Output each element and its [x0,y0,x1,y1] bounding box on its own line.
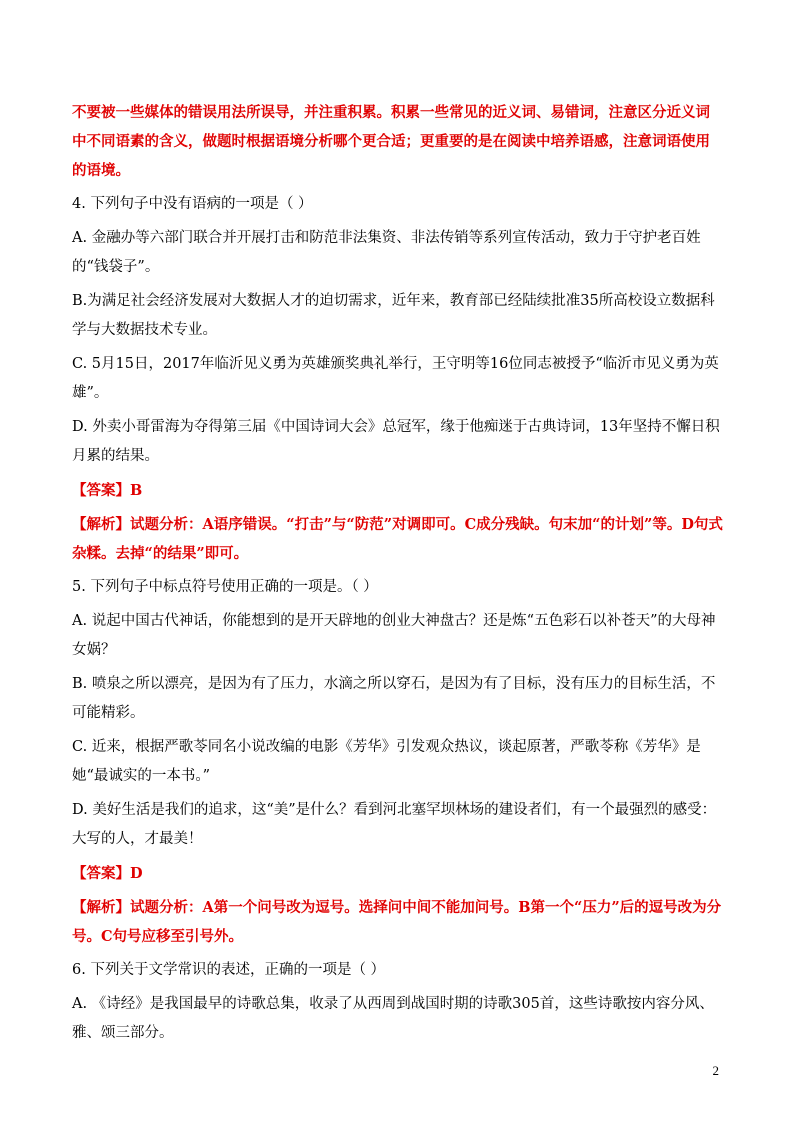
question-4-analysis [72,510,724,568]
analysis-label: 【解析】 [72,516,130,533]
document-page [72,98,724,1053]
question-4-answer [72,476,724,505]
question-4-option-d: D. 外卖小哥雷海为夺得第三届《中国诗词大会》总冠军，缘于他痴迷于古典诗词，13年坚持不懈日积月累的结果。 [72,419,720,464]
page-number: 2 [712,1063,719,1078]
question-4-option-a: A. 金融办等六部门联合并开展打击和防范非法集资、非法传销等系列宣传活动，致力于守护老百姓的“钱袋子”。 [72,230,701,275]
question-4-option-b: B.为满足社会经济发展对大数据人才的迫切需求，近年来，教育部已经陆续批准35所高校设立数据科学与大数据技术专业。 [72,293,715,338]
analysis-label: 【解析】 [72,899,130,916]
question-4-option-c: C. 5月15日，2017年临沂见义勇为英雄颁奖典礼举行，王守明等16位同志被授予“临沂市见义勇为英雄”。 [72,356,719,401]
answer-value: B [130,482,143,499]
intro-paragraph: 不要被一些媒体的错误用法所误导，并注重积累。积累一些常见的近义词、易错词，注意区分近义词中不同语素的含义，做题时根据语境分析哪个更合适；更重要的是在阅读中培养语感，注意词语使用的语境。 [72,104,710,179]
answer-label: 【答案】 [72,482,130,499]
question-5-option-a: A. 说起中国古代神话，你能想到的是开天辟地的创业大神盘古？还是炼“五色彩石以补苍天”的大母神女娲？ [72,613,716,658]
answer-label: 【答案】 [72,865,130,882]
answer-value: D [130,865,143,882]
analysis-text: 试题分析：A第一个问号改为逗号。选择问中间不能加问号。B第一个“压力”后的逗号改为分号。C句号应移至引号外。 [72,899,722,945]
question-5-answer [72,859,724,888]
question-5-option-d: D. 美好生活是我们的追求，这“美”是什么？看到河北塞罕坝林场的建设者们，有一个最强烈的感受：大写的人，才最美！ [72,802,717,847]
question-5-option-c: C. 近来，根据严歌苓同名小说改编的电影《芳华》引发观众热议，谈起原著，严歌苓称《芳华》是她“最诚实的一本书。” [72,739,701,784]
question-5-option-b: B. 喷泉之所以漂亮，是因为有了压力，水滴之所以穿石，是因为有了目标，没有压力的目标生活，不可能精彩。 [72,676,716,721]
question-5-stem: 5. 下列句子中标点符号使用正确的一项是。（ ） [72,579,378,595]
question-6-stem: 6. 下列关于文学常识的表述，正确的一项是（ ） [72,962,386,978]
analysis-text: 试题分析：A语序错误。“打击”与“防范”对调即可。C成分残缺。句末加“的计划”等。D句式杂糅。去掉“的结果”即可。 [72,516,723,562]
question-6-option-a: A. 《诗经》是我国最早的诗歌总集，收录了从西周到战国时期的诗歌305首，这些诗歌按内容分风、雅、颂三部分。 [72,996,714,1041]
question-5-analysis [72,893,724,951]
question-4-stem: 4. 下列句子中没有语病的一项是（ ） [72,196,313,212]
